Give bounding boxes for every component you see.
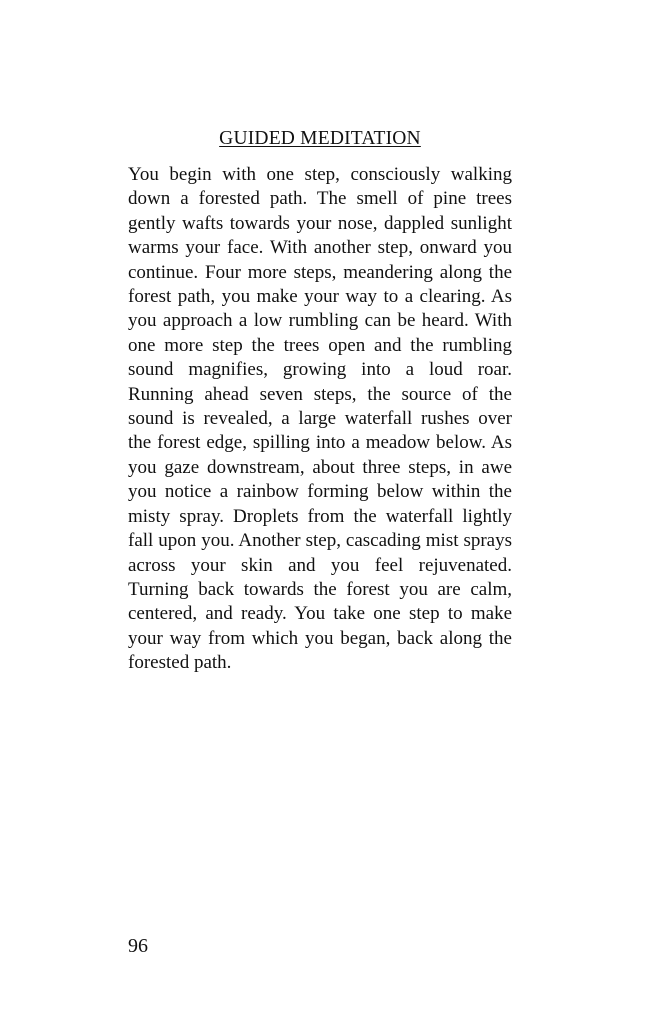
page-title: GUIDED MEDITATION xyxy=(219,128,421,149)
body-paragraph: You begin with one step, consciously walking down a forested path. The smell of pine trees gently wafts towards your nose, dappled sunlight warms your face. With another step, onward you continue. Four more steps, meandering along the forest path, you make your way to a clearing. As you approach a low rumbling can be heard. With one more step the trees open and the rumbling sound magnifies, growing into a loud roar. Running ahead seven steps, the source of the sound is revealed, a large waterfall rushes over the forest edge, spilling into a meadow below. As you gaze downstream, about three steps, in awe you notice a rainbow forming below within the misty spray. Droplets from the waterfall lightly fall upon you. Another step, cascading mist sprays across your skin and you feel rejuvenated. Turning back towards the forest you are calm, centered, and ready. You take one step to make your way from which you began, back along the forested path. xyxy=(128,164,512,674)
page-number: 96 xyxy=(128,935,148,957)
